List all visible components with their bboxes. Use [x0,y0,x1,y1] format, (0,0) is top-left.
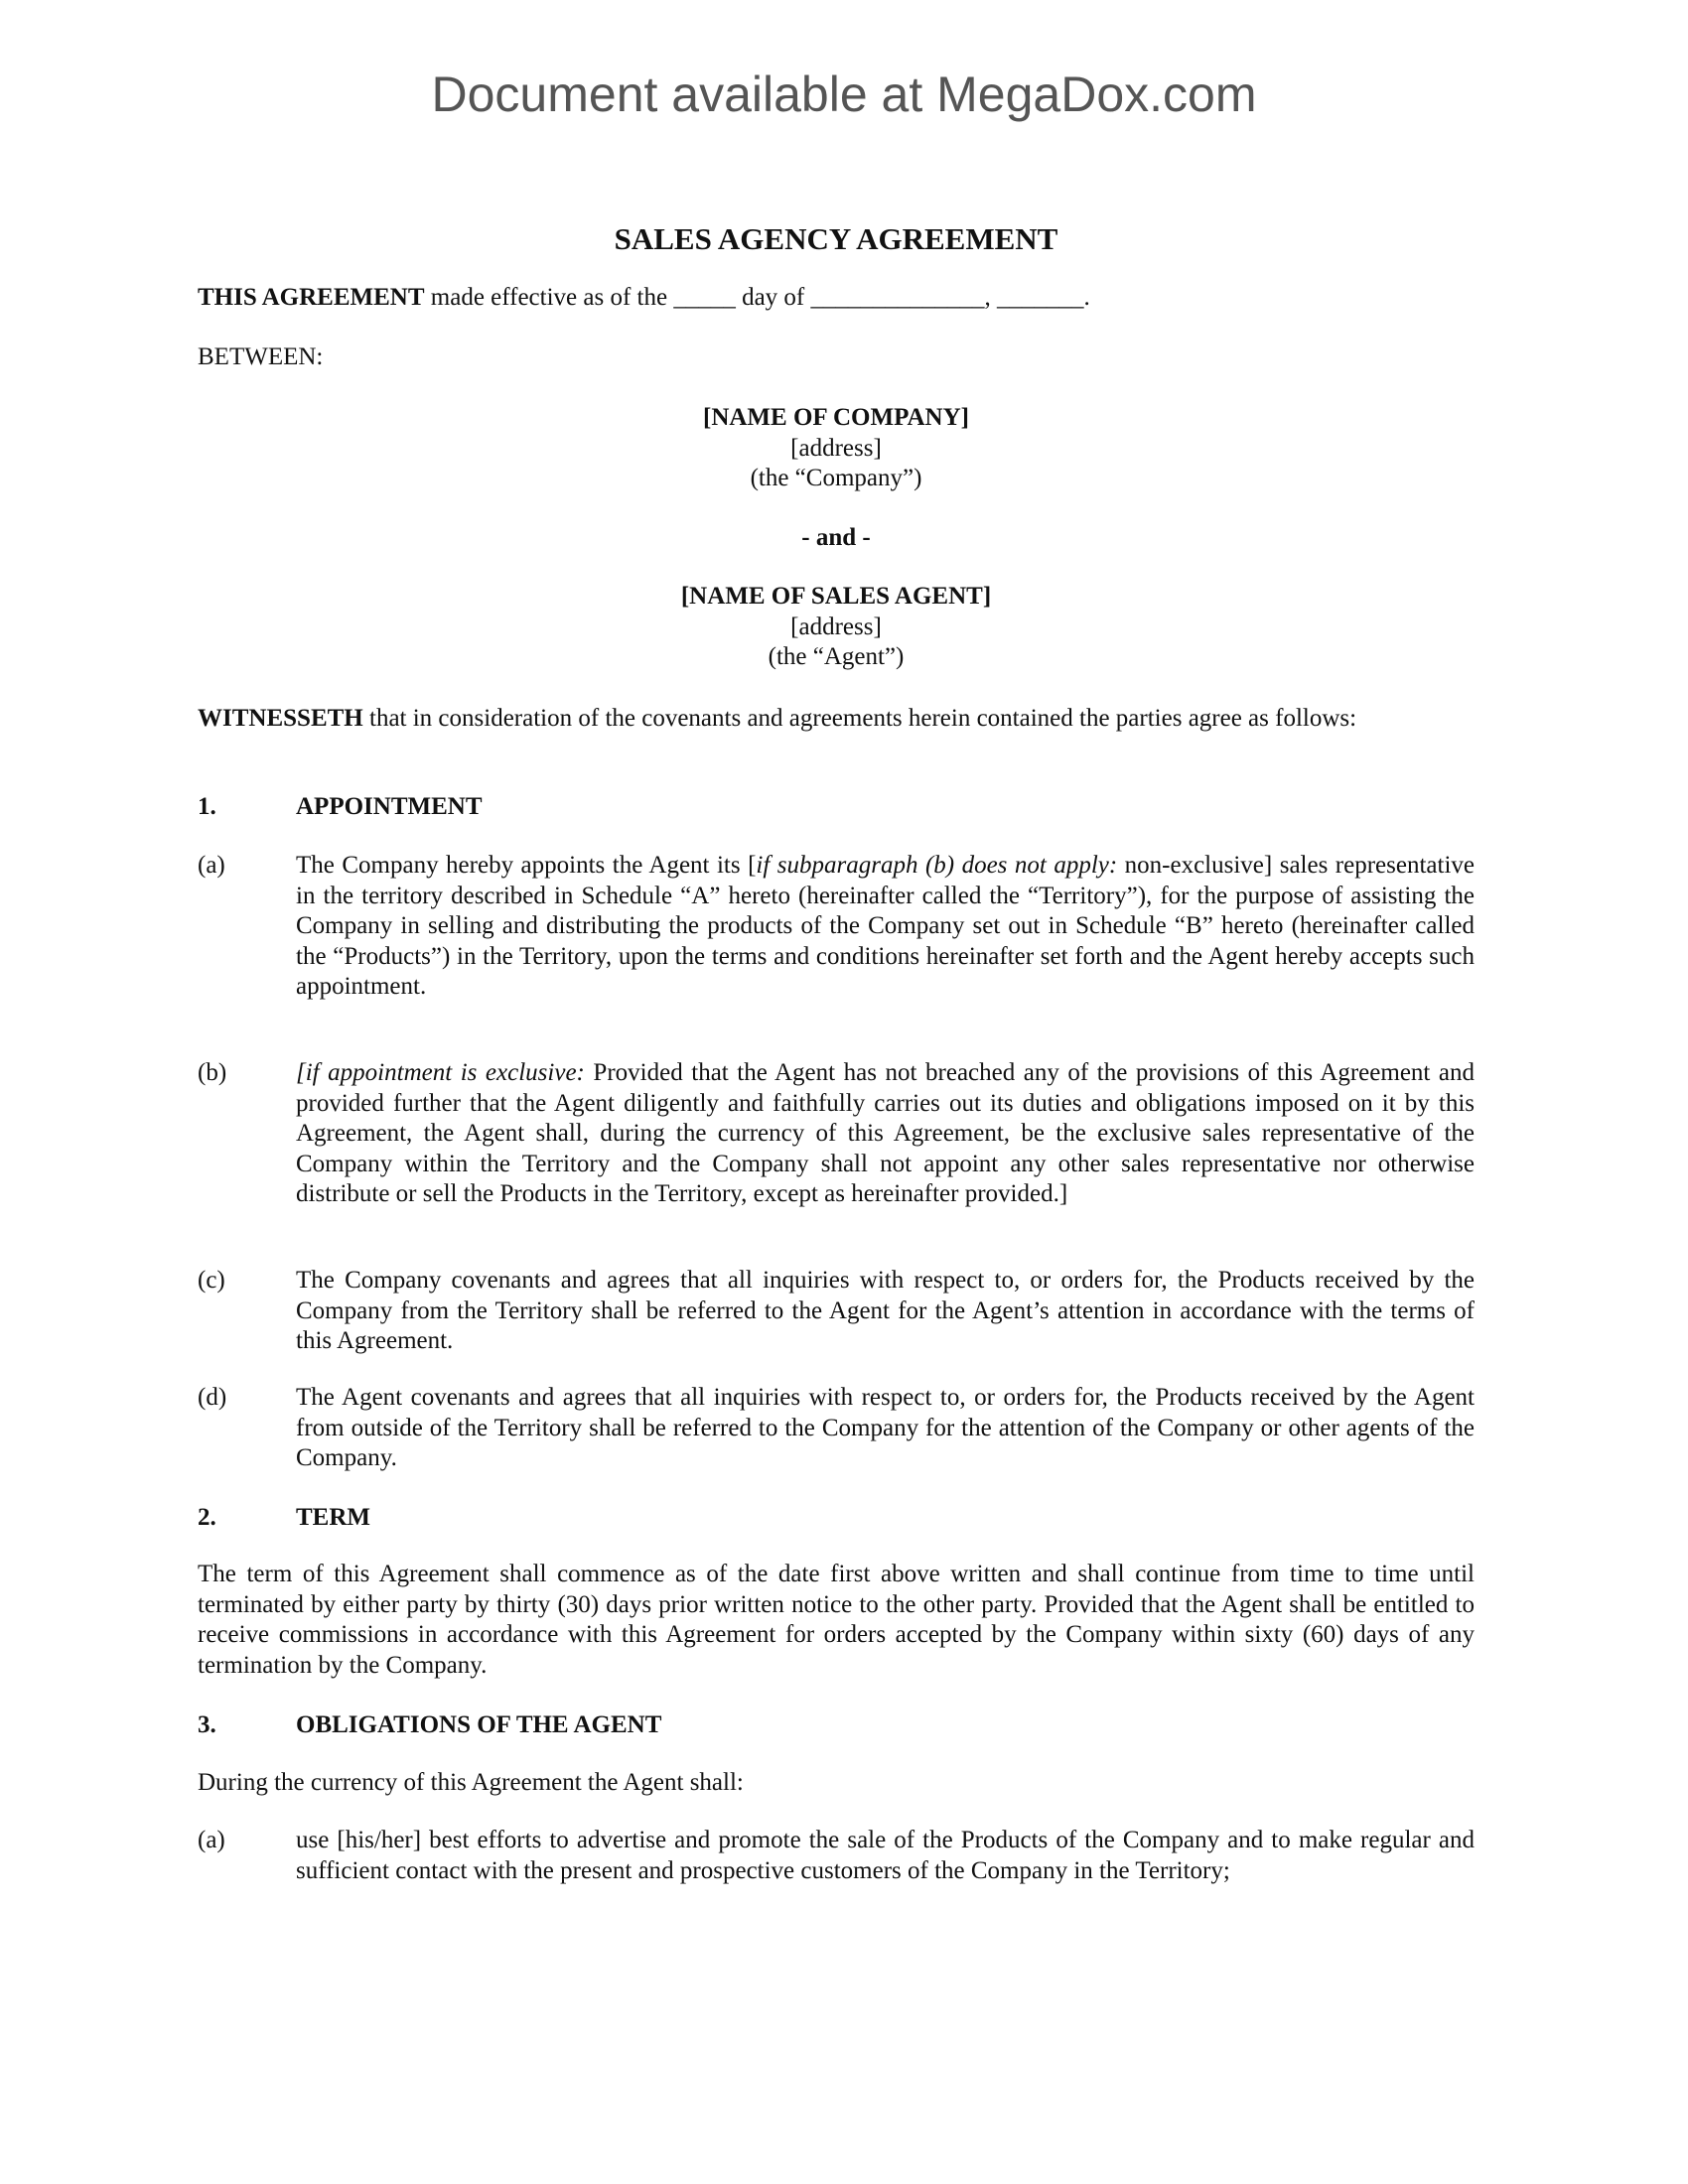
intro-bold: THIS AGREEMENT [198,284,425,311]
section-heading: APPOINTMENT [296,793,483,820]
document-title: SALES AGENCY AGREEMENT [614,221,1058,256]
item-italic: if subparagraph (b) does not apply: [756,852,1118,879]
section-number: 1. [198,793,216,820]
item-paragraph: use [his/her] best efforts to advertise and promote the sale of the Products of the Company and to make regular and sufficient contact with the present and prospective customers of the Company in the Territory; [296,1827,1475,1884]
term-paragraph: The term of this Agreement shall commence as of the date first above written and shall continue from time to time until terminated by either party by thirty (30) days prior written notice to the other party. Provided that the Agent shall be entitled to receive commissions in accordance with this Agreement for orders accepted by the Company within sixty (60) days of any termination by the Company. [198,1561,1475,1679]
section-heading: TERM [296,1504,370,1531]
item-label: (b) [198,1059,227,1086]
witnesseth-paragraph [198,704,1475,735]
item-paragraph: The Agent covenants and agrees that all inquiries with respect to, or orders for, the Products received by the Agent from outside of the Territory shall be referred to the Company for the attention of the Company or other agents of the Company. [296,1384,1475,1471]
agent-name: [NAME OF SALES AGENT] [680,583,992,610]
item-paragraph [296,851,1475,1003]
item-label: (a) [198,852,225,879]
section-number: 2. [198,1504,216,1531]
witnesseth-text: that in consideration of the covenants and agreements herein contained the parties agree as follows: [362,705,1357,732]
between-label: BETWEEN: [198,343,324,370]
intro-text: made effective as of the _____ day of ______________, _______. [424,284,1090,311]
and-separator: - and - [801,524,871,551]
item-label: (c) [198,1267,225,1294]
item-label: (d) [198,1384,227,1411]
agent-block [198,582,1475,673]
intro-line [198,283,1475,314]
company-address: [address] [790,434,882,462]
section-heading: OBLIGATIONS OF THE AGENT [296,1711,662,1738]
item-text: Provided that the Agent has not breached any of the provisions of this Agreement and provided further that the Agent diligently and faithfully carries out its duties and obligations imposed on it by this Agreement, the Agent shall, during the currency of this Agreement, be the exclusive sales representative of the Company within the Territory and the Company shall not appoint any other sales representative nor otherwise distribute or sell the Products in the Territory, except as hereinafter provided.] [296,1059,1476,1207]
item-label: (a) [198,1827,225,1853]
company-block [198,403,1475,494]
agent-defined: (the “Agent”) [768,643,905,670]
item-text: The Company hereby appoints the Agent its [ [296,852,757,879]
item-paragraph [296,1058,1475,1210]
agent-address: [address] [790,613,882,640]
watermark-banner: Document available at MegaDox.com [431,67,1257,122]
company-defined: (the “Company”) [750,465,922,491]
section-number: 3. [198,1711,216,1738]
witnesseth-bold: WITNESSETH [198,705,363,732]
item-italic: [if appointment is exclusive: [296,1059,585,1086]
company-name: [NAME OF COMPANY] [703,404,969,431]
obligations-intro: During the currency of this Agreement the Agent shall: [198,1769,744,1796]
item-text: non-exclusive] sales representative in the territory described in Schedule “A” hereto (hereinafter called the “Territory”), for the purpose of assisting the Company in selling and distributing the products of the Company set out in Schedule “B” hereto (hereinafter called the “Products”) in the Territory, upon the terms and conditions hereinafter set forth and the Agent hereby accepts such appointment. [296,852,1475,1000]
item-paragraph: The Company covenants and agrees that all inquiries with respect to, or orders for, the Products received by the Company from the Territory shall be referred to the Agent for the Agent’s attention in accordance with the terms of this Agreement. [296,1267,1475,1354]
